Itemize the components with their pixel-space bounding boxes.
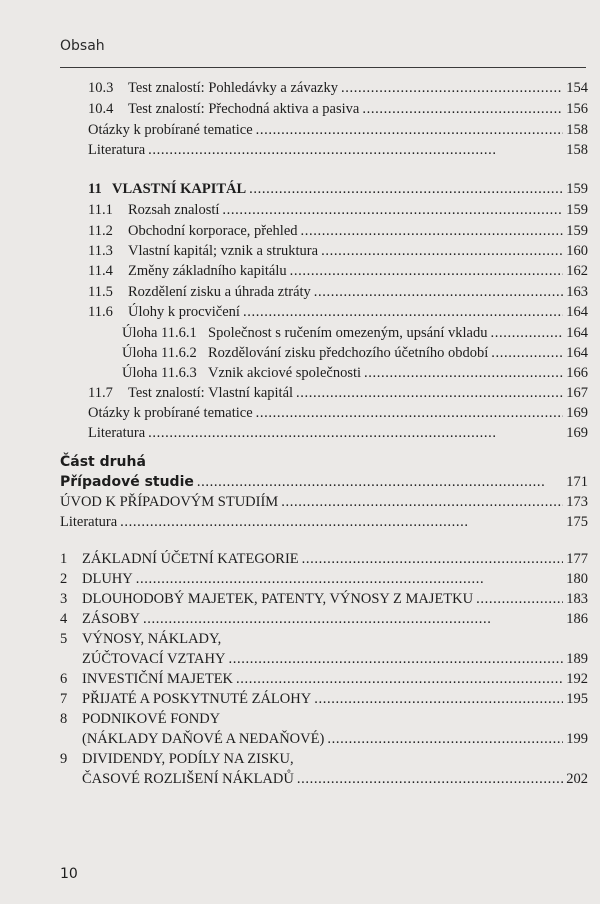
case-entry bbox=[60, 610, 588, 629]
toc-entry bbox=[88, 283, 588, 302]
toc-entry-title: Úlohy k procvičení bbox=[128, 304, 240, 320]
running-header: Obsah bbox=[60, 38, 105, 54]
toc-entry bbox=[88, 201, 588, 220]
dot-leader bbox=[256, 121, 564, 140]
toc-entry bbox=[60, 513, 588, 532]
toc-entry-number: 11.1 bbox=[88, 202, 113, 218]
dot-leader bbox=[243, 303, 563, 322]
case-entry-number: 8 bbox=[60, 711, 68, 727]
toc-entry-page: 159 bbox=[566, 202, 588, 218]
toc-entry-number: 1 bbox=[60, 551, 68, 567]
toc-entry-page: 159 bbox=[566, 181, 588, 197]
toc-entry bbox=[88, 384, 588, 403]
toc-entry-number: 10.3 bbox=[88, 80, 114, 96]
toc-entry-title: Literatura bbox=[60, 514, 118, 530]
toc-entry-page: 159 bbox=[566, 223, 588, 239]
toc-entry-page: 183 bbox=[566, 591, 588, 607]
header-rule bbox=[60, 67, 586, 68]
toc-entry-title: Obchodní korporace, přehled bbox=[128, 223, 298, 239]
dot-leader bbox=[148, 141, 563, 160]
toc-entry-title: Společnost s ručením omezeným, upsání vkladu bbox=[208, 325, 488, 341]
case-entry-title-line: PODNIKOVÉ FONDY bbox=[82, 711, 221, 727]
toc-entry bbox=[88, 262, 588, 281]
dot-leader bbox=[314, 690, 563, 709]
toc-entry-title: Test znalostí: Přechodná aktiva a pasiva bbox=[128, 101, 360, 117]
toc-entry-page: 199 bbox=[566, 731, 588, 747]
toc-entry-page: 189 bbox=[566, 651, 588, 667]
toc-entry bbox=[122, 364, 588, 383]
dot-leader bbox=[297, 770, 563, 789]
dot-leader bbox=[136, 570, 564, 589]
dot-leader bbox=[296, 384, 563, 403]
toc-entry bbox=[122, 324, 588, 343]
toc-entry bbox=[88, 100, 588, 119]
dot-leader bbox=[476, 590, 563, 609]
toc-entry-title: DLOUHODOBÝ MAJETEK, PATENTY, VÝNOSY Z MAJETKU bbox=[82, 591, 474, 607]
toc-entry bbox=[122, 344, 588, 363]
dot-leader bbox=[256, 404, 564, 423]
dot-leader bbox=[327, 730, 563, 749]
toc-entry-page: 163 bbox=[566, 284, 588, 300]
toc-entry-page: 169 bbox=[566, 425, 588, 441]
toc-entry-number: 11.6 bbox=[88, 304, 113, 320]
case-entry-number: 9 bbox=[60, 751, 68, 767]
toc-entry bbox=[88, 424, 588, 443]
toc-entry-number: 11.2 bbox=[88, 223, 113, 239]
toc-entry-page: 169 bbox=[566, 405, 588, 421]
toc-entry-title: ZÚČTOVACÍ VZTAHY bbox=[82, 651, 226, 667]
case-entry bbox=[82, 650, 588, 669]
toc-entry-page: 167 bbox=[566, 385, 588, 401]
toc-entry-number: Úloha 11.6.2 bbox=[122, 345, 197, 361]
toc-entry-number: 11.5 bbox=[88, 284, 113, 300]
toc-entry-title: DLUHY bbox=[82, 571, 133, 587]
case-entry-number: 5 bbox=[60, 631, 68, 647]
dot-leader bbox=[236, 670, 563, 689]
toc-entry bbox=[60, 493, 588, 512]
dot-leader bbox=[362, 100, 563, 119]
toc-entry-title: Rozdělení zisku a úhrada ztráty bbox=[128, 284, 311, 300]
toc-entry-page: 164 bbox=[566, 325, 588, 341]
case-entry bbox=[82, 730, 588, 749]
toc-entry-number: 6 bbox=[60, 671, 68, 687]
case-entry-title-line: DIVIDENDY, PODÍLY NA ZISKU, bbox=[82, 751, 294, 767]
toc-entry-number: 4 bbox=[60, 611, 68, 627]
toc-entry-number: 10.4 bbox=[88, 101, 114, 117]
toc-entry-page: 177 bbox=[566, 551, 588, 567]
toc-entry-number: 7 bbox=[60, 691, 68, 707]
dot-leader bbox=[249, 180, 563, 199]
toc-entry-page: 154 bbox=[566, 80, 588, 96]
toc-entry-page: 186 bbox=[566, 611, 588, 627]
dot-leader bbox=[491, 344, 563, 363]
dot-leader bbox=[341, 79, 563, 98]
toc-entry-page: 180 bbox=[566, 571, 588, 587]
case-entry bbox=[60, 590, 588, 609]
toc-entry-number: 3 bbox=[60, 591, 68, 607]
toc-entry-title: Otázky k probírané tematice bbox=[88, 122, 253, 138]
toc-chapter-entry bbox=[88, 180, 588, 199]
toc-entry bbox=[88, 242, 588, 261]
toc-entry-title: INVESTIČNÍ MAJETEK bbox=[82, 671, 234, 687]
toc-entry-page: 160 bbox=[566, 243, 588, 259]
toc-entry-title: Vznik akciové společnosti bbox=[208, 365, 362, 381]
dot-leader bbox=[364, 364, 563, 383]
toc-entry-page: 158 bbox=[566, 122, 588, 138]
toc-entry-title: Vlastní kapitál; vznik a struktura bbox=[128, 243, 319, 259]
toc-entry-title: (NÁKLADY DAŇOVÉ A NEDAŇOVÉ) bbox=[82, 731, 325, 747]
toc-entry bbox=[88, 303, 588, 322]
toc-entry bbox=[88, 141, 588, 160]
toc-entry-title: ČASOVÉ ROZLIŠENÍ NÁKLADŮ bbox=[82, 771, 294, 787]
part-title-entry bbox=[60, 473, 588, 492]
dot-leader bbox=[143, 610, 563, 629]
dot-leader bbox=[222, 201, 563, 220]
toc-entry-title: Rozsah znalostí bbox=[128, 202, 220, 218]
dot-leader bbox=[290, 262, 564, 281]
case-entry bbox=[82, 770, 588, 789]
toc-entry-number: 2 bbox=[60, 571, 68, 587]
toc-entry-page: 173 bbox=[566, 494, 588, 510]
dot-leader bbox=[281, 493, 563, 512]
dot-leader bbox=[490, 324, 563, 343]
toc-entry-number: Úloha 11.6.1 bbox=[122, 325, 197, 341]
dot-leader bbox=[228, 650, 563, 669]
case-entry bbox=[60, 670, 588, 689]
toc-entry-page: 175 bbox=[566, 514, 588, 530]
toc-entry-number: Úloha 11.6.3 bbox=[122, 365, 197, 381]
toc-entry-title: ZÁKLADNÍ ÚČETNÍ KATEGORIE bbox=[82, 551, 299, 567]
case-entry-title-line: VÝNOSY, NÁKLADY, bbox=[82, 631, 222, 647]
toc-entry-number: 11.7 bbox=[88, 385, 113, 401]
toc-entry-title: Rozdělování zisku předchozího účetního období bbox=[208, 345, 489, 361]
toc-entry-title: VLASTNÍ KAPITÁL bbox=[112, 181, 247, 197]
dot-leader bbox=[148, 424, 563, 443]
toc-entry-title: Test znalostí: Pohledávky a závazky bbox=[128, 80, 338, 96]
toc-entry-page: 192 bbox=[566, 671, 588, 687]
dot-leader bbox=[302, 550, 564, 569]
toc-entry-title: Otázky k probírané tematice bbox=[88, 405, 253, 421]
case-entry bbox=[60, 690, 588, 709]
toc-entry-page: 195 bbox=[566, 691, 588, 707]
toc-entry-title: Změny základního kapitálu bbox=[128, 263, 287, 279]
dot-leader bbox=[120, 513, 563, 532]
toc-entry-title: ÚVOD K PŘÍPADOVÝM STUDIÍM bbox=[60, 494, 279, 510]
dot-leader bbox=[321, 242, 563, 261]
toc-entry-page: 202 bbox=[566, 771, 588, 787]
toc-entry-page: 171 bbox=[566, 474, 588, 490]
page-number: 10 bbox=[60, 866, 78, 882]
dot-leader bbox=[314, 283, 563, 302]
toc-entry bbox=[88, 404, 588, 423]
dot-leader bbox=[197, 473, 563, 492]
toc-entry-number: 11 bbox=[88, 181, 102, 197]
case-entry bbox=[60, 550, 588, 569]
toc-entry-title: PŘIJATÉ A POSKYTNUTÉ ZÁLOHY bbox=[82, 691, 312, 707]
part-title: Případové studie bbox=[60, 474, 194, 490]
dot-leader bbox=[301, 222, 564, 241]
toc-entry bbox=[88, 79, 588, 98]
toc-entry-number: 11.4 bbox=[88, 263, 113, 279]
toc-entry bbox=[88, 121, 588, 140]
toc-entry-page: 164 bbox=[566, 345, 588, 361]
toc-entry-title: Test znalostí: Vlastní kapitál bbox=[128, 385, 294, 401]
toc-entry-page: 156 bbox=[566, 101, 588, 117]
toc-entry-page: 164 bbox=[566, 304, 588, 320]
toc-entry-page: 166 bbox=[566, 365, 588, 381]
toc-entry-number: 11.3 bbox=[88, 243, 113, 259]
toc-entry-title: ZÁSOBY bbox=[82, 611, 141, 627]
toc-entry bbox=[88, 222, 588, 241]
toc-entry-title: Literatura bbox=[88, 142, 146, 158]
toc-entry-page: 162 bbox=[566, 263, 588, 279]
toc-entry-title: Literatura bbox=[88, 425, 146, 441]
case-entry bbox=[60, 570, 588, 589]
part-label: Část druhá bbox=[60, 454, 146, 470]
toc-entry-page: 158 bbox=[566, 142, 588, 158]
